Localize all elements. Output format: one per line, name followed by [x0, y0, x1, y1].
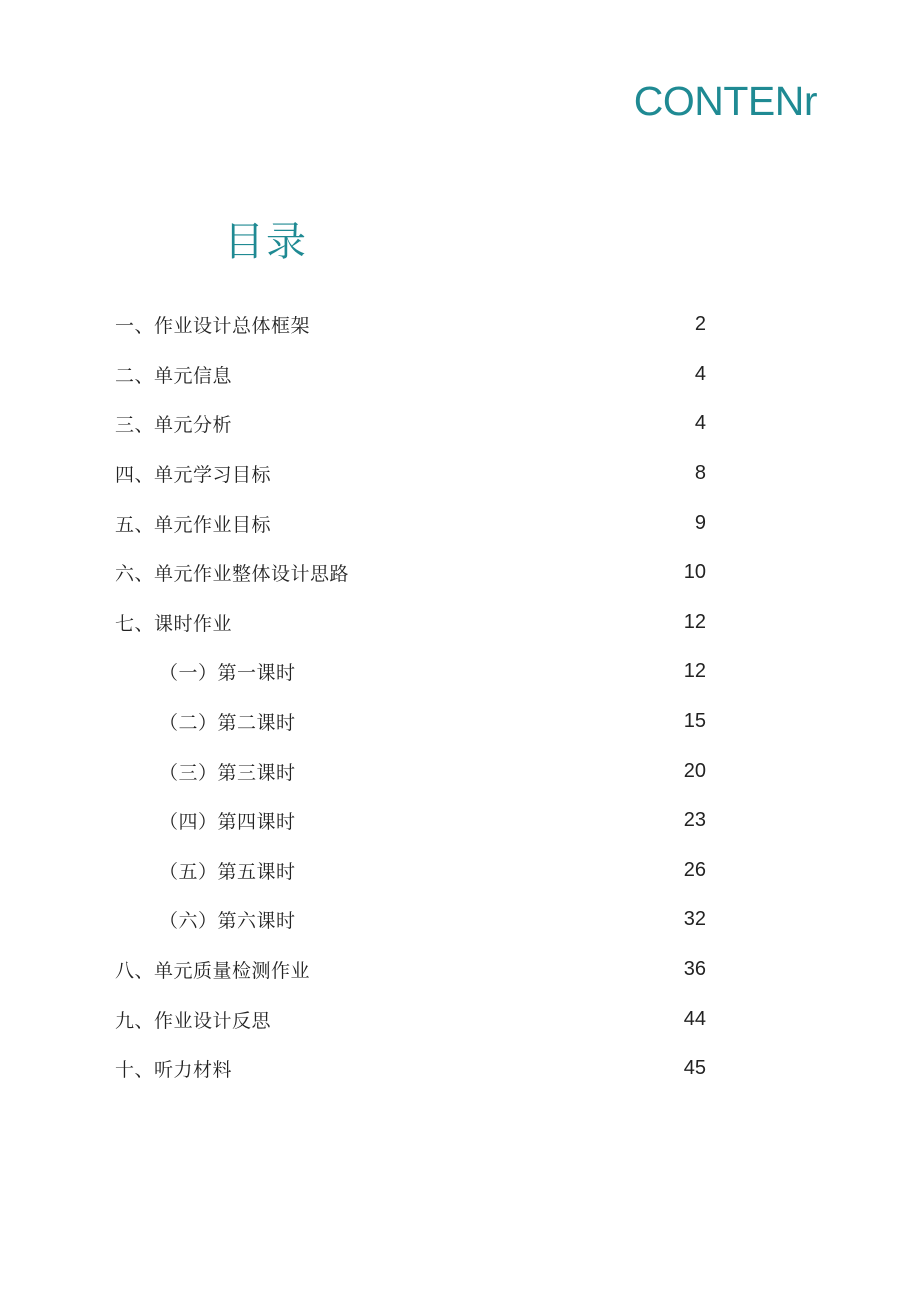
toc-entry-label: （六）第六课时	[159, 910, 296, 933]
toc-entry-page: 4	[694, 412, 706, 435]
toc-subentry[interactable]	[115, 746, 706, 796]
toc-entry[interactable]	[115, 548, 706, 598]
toc-subentry[interactable]	[115, 697, 706, 747]
toc-entry[interactable]	[115, 945, 706, 995]
toc-entry[interactable]	[115, 994, 706, 1044]
toc-entry-page: 9	[694, 511, 706, 534]
toc-entry-page: 45	[683, 1057, 706, 1080]
toc-entry-label: 二、单元信息	[115, 364, 233, 387]
toc-entry-label: 十、听力材料	[115, 1059, 233, 1082]
toc-entry-label: 五、单元作业目标	[115, 513, 272, 536]
toc-dot-leader	[312, 910, 680, 930]
toc-entry-label: 九、作业设计反思	[115, 1009, 272, 1032]
toc-dot-leader	[234, 414, 691, 434]
toc-entry-label: 一、作业设计总体框架	[115, 315, 311, 338]
toc-entry[interactable]	[115, 598, 706, 648]
toc-dot-leader	[273, 464, 691, 484]
toc-entry[interactable]	[115, 449, 706, 499]
toc-dot-leader	[312, 315, 691, 335]
toc-entry-label: 三、单元分析	[115, 414, 233, 437]
toc-entry-label: （四）第四课时	[159, 811, 296, 834]
toc-entry-label: （一）第一课时	[159, 662, 296, 685]
toc-entry-page: 2	[694, 313, 706, 336]
toc-entry-label: （五）第五课时	[159, 860, 296, 883]
toc-entry[interactable]	[115, 498, 706, 548]
toc-entry-page: 44	[683, 1007, 706, 1030]
toc-dot-leader	[312, 811, 680, 831]
toc-dot-leader	[312, 712, 680, 732]
toc-dot-leader	[351, 563, 680, 583]
toc-entry[interactable]	[115, 300, 706, 350]
toc-dot-leader	[312, 960, 680, 980]
toc-subentry[interactable]	[115, 647, 706, 697]
toc-entry-label: （三）第三课时	[159, 761, 296, 784]
toc-entry-page: 10	[683, 561, 706, 584]
toc-entry-page: 8	[694, 462, 706, 485]
toc-entry-page: 36	[683, 958, 706, 981]
toc-entry-page: 12	[683, 660, 706, 683]
toc-dot-leader	[234, 364, 691, 384]
toc-entry-label: （二）第二课时	[159, 712, 296, 735]
toc-title: 目录	[224, 219, 308, 265]
toc-dot-leader	[273, 513, 691, 533]
table-of-contents	[115, 300, 706, 1094]
toc-entry-page: 20	[683, 759, 706, 782]
toc-dot-leader	[312, 662, 680, 682]
toc-entry-page: 12	[683, 610, 706, 633]
toc-entry-page: 26	[683, 858, 706, 881]
toc-subentry[interactable]	[115, 796, 706, 846]
toc-entry-page: 15	[683, 710, 706, 733]
toc-dot-leader	[234, 1059, 680, 1079]
toc-entry-label: 八、单元质量检测作业	[115, 960, 311, 983]
toc-entry-label: 六、单元作业整体设计思路	[115, 563, 350, 586]
toc-dot-leader	[312, 761, 680, 781]
toc-entry-label: 七、课时作业	[115, 612, 233, 635]
toc-subentry[interactable]	[115, 846, 706, 896]
toc-entry[interactable]	[115, 1044, 706, 1094]
toc-entry-label: 四、单元学习目标	[115, 464, 272, 487]
contents-heading: CONTENr	[633, 78, 817, 124]
toc-entry-page: 32	[683, 908, 706, 931]
toc-subentry[interactable]	[115, 895, 706, 945]
toc-entry[interactable]	[115, 399, 706, 449]
toc-dot-leader	[312, 860, 680, 880]
toc-entry-page: 23	[683, 809, 706, 832]
toc-dot-leader	[234, 612, 680, 632]
toc-dot-leader	[273, 1009, 680, 1029]
toc-entry[interactable]	[115, 350, 706, 400]
toc-entry-page: 4	[694, 362, 706, 385]
